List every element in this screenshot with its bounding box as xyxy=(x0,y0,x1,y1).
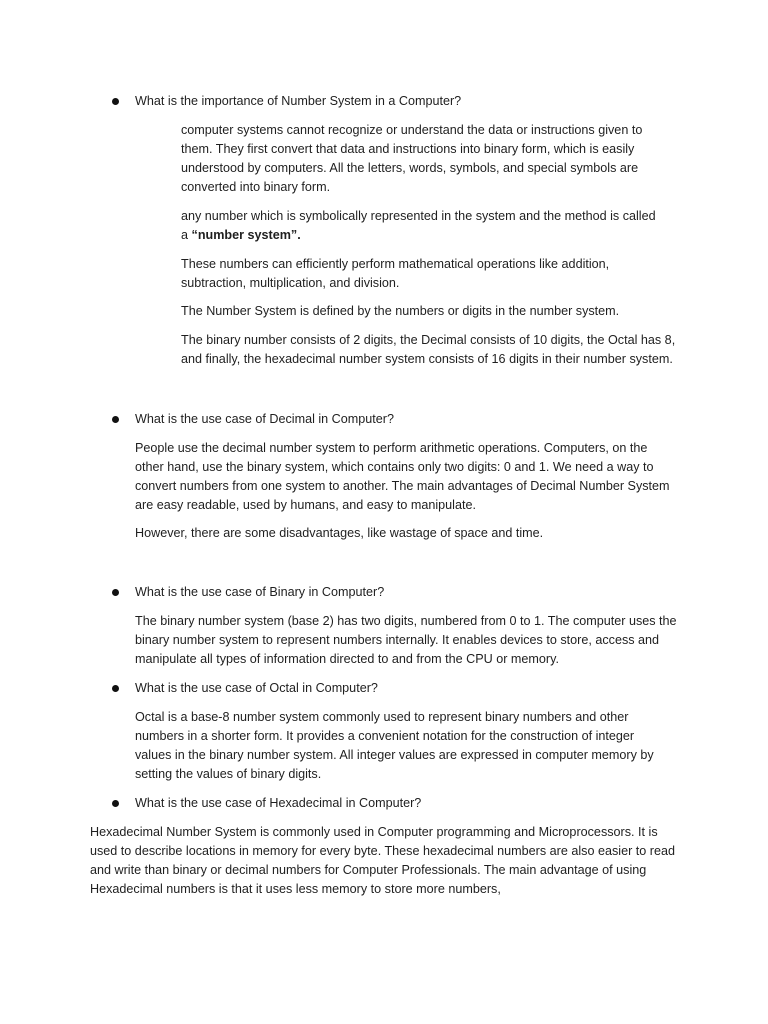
paragraph-number-system-definition xyxy=(181,207,661,245)
question-heading: What is the use case of Binary in Computer? xyxy=(135,585,385,599)
bullet-question-binary xyxy=(0,583,768,602)
question-heading: What is the use case of Octal in Computer? xyxy=(135,681,378,695)
paragraph: The binary number consists of 2 digits, the Decimal consists of 10 digits, the Octal has 8, and finally, the hexadecimal number system consists of 16 digits in their number system. xyxy=(181,333,676,366)
question-heading: What is the use case of Hexadecimal in Computer? xyxy=(135,796,422,810)
bullet-dot xyxy=(112,589,119,596)
bullet-question-octal xyxy=(0,679,768,698)
paragraph-prefix: any number which is symbolically represented in the system and the method is called a xyxy=(181,209,656,242)
paragraph: The binary number system (base 2) has two digits, numbered from 0 to 1. The computer uses the binary number system to represent numbers internally. It enables devices to store, access and manipulate all types of information directed to and from the CPU or memory. xyxy=(135,614,677,666)
paragraph: computer systems cannot recognize or understand the data or instructions given to them. They first convert that data and instructions into binary form, which is easily understood by computers. All the letters, words, symbols, and special symbols are converted into binary form. xyxy=(181,123,643,194)
paragraph: Octal is a base-8 number system commonly used to represent binary numbers and other numbers in a shorter form. It provides a convenient notation for the construction of integer values in the binary number system. All integer values are expressed in computer memory by setting the values of binary digits. xyxy=(135,710,654,781)
bold-term: “number system”. xyxy=(191,228,301,242)
question-heading: What is the importance of Number System in a Computer? xyxy=(135,94,462,108)
bullet-dot xyxy=(112,685,119,692)
bullet-dot xyxy=(112,416,119,423)
bullet-question-number-system xyxy=(0,92,768,111)
paragraph: The Number System is defined by the numbers or digits in the number system. xyxy=(181,304,620,318)
bullet-question-hexadecimal xyxy=(0,794,768,813)
paragraph: These numbers can efficiently perform mathematical operations like addition, subtraction, multiplication, and division. xyxy=(181,257,610,290)
question-heading: What is the use case of Decimal in Computer? xyxy=(135,412,394,426)
bullet-question-decimal xyxy=(0,410,768,429)
bullet-dot xyxy=(112,800,119,807)
paragraph: However, there are some disadvantages, like wastage of space and time. xyxy=(135,526,544,540)
paragraph: People use the decimal number system to perform arithmetic operations. Computers, on the other hand, use the binary system, which contains only two digits: 0 and 1. We need a way to convert numbers from one system to another. The main advantages of Decimal Number System are easy readable, used by humans, and easy to manipulate. xyxy=(135,441,670,512)
bullet-dot xyxy=(112,98,119,105)
paragraph: Hexadecimal Number System is commonly used in Computer programming and Microprocessors. It is used to describe locations in memory for every byte. These hexadecimal numbers are also easier to read and write than binary or decimal numbers for Computer Professionals. The main advantage of using Hexadecimal numbers is that it uses less memory to store more numbers, xyxy=(90,825,675,896)
